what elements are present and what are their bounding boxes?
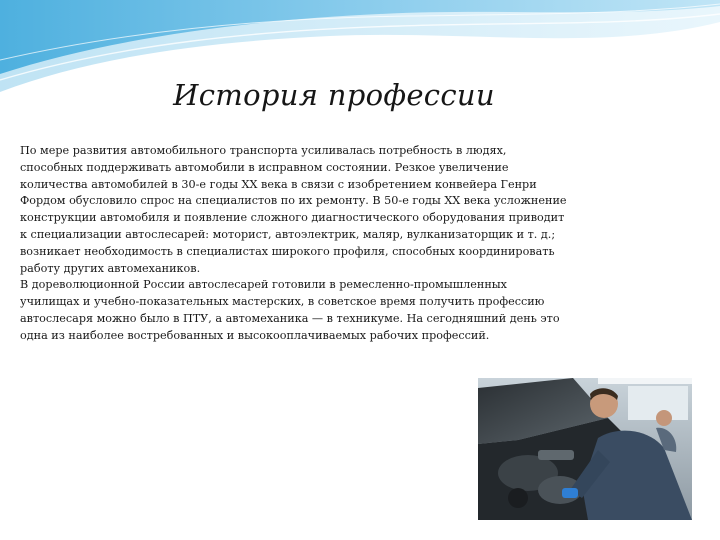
- page-title: История профессии: [173, 78, 495, 112]
- mechanic-photo: [478, 378, 692, 520]
- wave-front: [0, 0, 720, 74]
- paragraph-1: По мере развития автомобильного транспорта усиливалась потребность в людях, способных поддерживать автомобили в исправном состоянии. Резкое увеличение количества автомобилей в 30-е годы XX века в связи с изобретением конвейера Генри Фордом обусловило спрос на специалистов по их ремонту. В 50-е годы XX века усложнение конструкции автомобиля и появление сложного диагностического оборудования приводит к специализации автослесарей: моторист, автоэлектрик, маляр, вулканизаторщик и т. д.; возникает необходимость в специалистах широкого профиля, способных координировать работу других автомехаников.: [20, 144, 567, 275]
- paragraph-2: В дореволюционной России автослесарей готовили в ремесленно-промышленных училищах и учебно-показательных мастерских, в советское время получить профессию автослесаря можно было в ПТУ, а автомеханика — в техникуме. На сегодняшний день это одна из наиболее востребованных и высокооплачиваемых рабочих профессий.: [20, 278, 560, 342]
- body-text: [20, 143, 568, 345]
